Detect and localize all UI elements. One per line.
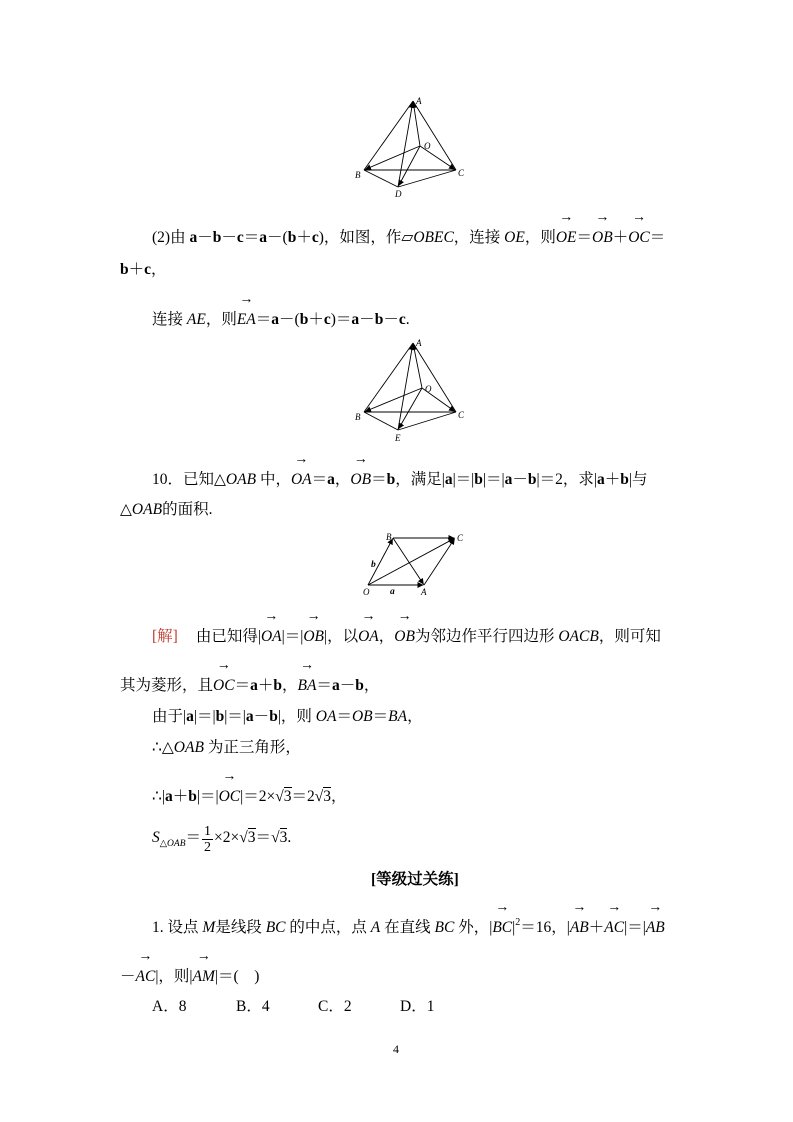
text-run: ＝ xyxy=(243,229,260,246)
fraction-numerator: 1 xyxy=(204,824,212,839)
vector-letter: a xyxy=(189,229,198,246)
text-run: |，以 xyxy=(324,628,359,645)
page-number: 4 xyxy=(393,1042,399,1056)
text-run: 其为菱形，且 xyxy=(120,677,214,694)
text-run: ，满足| xyxy=(395,471,445,488)
variable: A xyxy=(370,919,381,936)
text-run: )，如图，作▱ xyxy=(318,229,414,246)
vector-da xyxy=(398,102,413,187)
variable: OAB xyxy=(225,471,257,488)
label-point-o: O xyxy=(424,141,431,151)
text-run: |＝( ) xyxy=(214,968,260,985)
text-run: ，连接 xyxy=(453,229,505,246)
text-run: ＝ xyxy=(255,829,272,846)
text-run: |＝| xyxy=(193,708,216,725)
text-run: ＋ xyxy=(296,229,312,246)
text-run: ＝ xyxy=(311,471,328,488)
vector-notation: → OC xyxy=(219,787,241,807)
label-point-c: C xyxy=(457,533,464,543)
edge-bd xyxy=(364,170,398,187)
label-point-c: C xyxy=(458,410,465,420)
variable: OACB xyxy=(558,628,599,645)
vector-letter: a xyxy=(250,677,258,694)
text-run: |＝| xyxy=(482,471,505,488)
vector-ba xyxy=(393,538,424,585)
vector-notation: → OA xyxy=(291,470,312,490)
text-run: . xyxy=(287,829,292,846)
option-c: C．2 xyxy=(318,998,352,1015)
text-run: 10．已知△ xyxy=(152,471,226,488)
vector-letter: a xyxy=(327,471,335,488)
vector-ob xyxy=(365,388,422,412)
solution-line-5 xyxy=(152,787,347,807)
solution-line-2 xyxy=(120,676,379,696)
vector-notation: → BA xyxy=(297,676,316,696)
vector-notation: → OB xyxy=(350,470,371,490)
text-run: ， xyxy=(334,471,351,488)
text-run: － xyxy=(383,311,399,328)
vector-letter: c xyxy=(398,311,406,328)
vector-letter: a xyxy=(271,311,280,328)
text-run: |，则 xyxy=(277,708,316,725)
vector-letter: a xyxy=(245,708,254,725)
text-run: |＝| xyxy=(281,628,304,645)
vector-notation: → BC xyxy=(492,918,512,938)
vector-notation: → AB xyxy=(570,918,589,938)
text-run: |＝2，求| xyxy=(536,471,597,488)
label-point-o: O xyxy=(425,384,432,394)
text-run: 为邻边作平行四边形 xyxy=(414,628,559,645)
text-run: |＝| xyxy=(196,788,219,805)
variable: OE xyxy=(504,229,525,246)
label-point-o: O xyxy=(363,587,370,597)
text-run: ＝ xyxy=(185,829,202,846)
text-run: ，则 xyxy=(524,229,556,246)
vector-letter: b xyxy=(120,261,129,278)
label-point-a: A xyxy=(416,338,422,348)
label-point-c: C xyxy=(458,168,465,178)
label-point-a: A xyxy=(421,587,427,597)
vector-notation: → AC xyxy=(604,918,624,938)
variable: BC xyxy=(265,919,286,936)
text-run: － xyxy=(221,229,237,246)
text-run: － xyxy=(120,968,136,985)
vector-notation: → OB xyxy=(592,228,613,248)
vector-letter: b xyxy=(212,229,222,246)
text-run: 由于| xyxy=(152,708,187,725)
vector-notation: → AB xyxy=(646,918,665,938)
text-run: . xyxy=(405,311,410,328)
label-vector-a: a xyxy=(390,587,395,597)
vector-letter: a xyxy=(259,229,268,246)
text-run: － xyxy=(512,471,528,488)
exponent: 2 xyxy=(515,917,521,928)
text-run: |与 xyxy=(628,471,648,488)
variable: OAB xyxy=(173,739,204,756)
text-run: ＝16，| xyxy=(520,919,570,936)
text-run: ， xyxy=(378,628,395,645)
text-run: ， xyxy=(331,788,347,805)
text-run: 由已知得| xyxy=(195,628,261,645)
vector-letter: a xyxy=(164,788,173,805)
square-root xyxy=(275,787,291,807)
figure-tetrahedron-e xyxy=(350,334,470,446)
text-run: ＝ xyxy=(372,708,389,725)
option-d: D．1 xyxy=(400,998,435,1015)
vector-notation: → OC xyxy=(628,228,650,248)
vector-letter: c xyxy=(323,311,331,328)
variable: OAB xyxy=(131,501,163,518)
square-root xyxy=(239,828,255,848)
vector-notation: → OA xyxy=(261,627,282,647)
text-run: ∴△ xyxy=(152,739,174,756)
variable: OB xyxy=(351,708,373,725)
solution-tag: [解] xyxy=(152,628,178,645)
vector-letter: b xyxy=(188,788,197,805)
text-run: |＝| xyxy=(452,471,475,488)
vector-letter: b xyxy=(287,229,297,246)
vector-letter: b xyxy=(269,708,278,725)
variable: BC xyxy=(434,919,455,936)
text-run: (2)由 xyxy=(152,229,190,246)
edge-dc xyxy=(398,170,456,187)
vector-ac xyxy=(424,539,455,586)
part2-line-2 xyxy=(120,260,167,280)
vector-letter: a xyxy=(331,677,340,694)
text-run: ＋ xyxy=(257,677,274,694)
variable: OBEC xyxy=(413,229,454,246)
vector-notation: → EA xyxy=(237,310,256,330)
vector-letter: b xyxy=(374,311,384,328)
text-run: |＝| xyxy=(224,708,246,725)
figure-tetrahedron-d xyxy=(350,92,470,204)
vector-notation: → OB xyxy=(303,627,324,647)
figure-rhombus xyxy=(355,525,470,605)
vector-letter: a xyxy=(504,471,513,488)
radicand: 3 xyxy=(283,788,292,805)
vector-oa xyxy=(413,102,420,146)
problem10-line-1 xyxy=(152,470,648,490)
text-run: ＋ xyxy=(172,788,189,805)
option-b: B．4 xyxy=(236,998,270,1015)
variable: BA xyxy=(388,708,408,725)
text-run: ＝ xyxy=(649,229,666,246)
label-vector-b: b xyxy=(371,560,376,570)
vector-letter: b xyxy=(620,471,629,488)
vector-letter: b xyxy=(355,677,364,694)
text-run: 连接 xyxy=(152,311,187,328)
solution-line-1 xyxy=(152,627,661,647)
text-run: 中， xyxy=(256,471,291,488)
vector-letter: a xyxy=(351,311,360,328)
text-run: ＝ xyxy=(234,677,251,694)
vector-notation: → AC xyxy=(136,967,156,987)
label-point-b: B xyxy=(355,412,361,422)
option-a: A．8 xyxy=(152,998,187,1015)
text-run: ＝ xyxy=(371,471,387,488)
text-run: |，则| xyxy=(155,968,193,985)
vector-letter: a xyxy=(597,471,605,488)
text-run: ＋ xyxy=(128,261,145,278)
text-run: － xyxy=(253,708,270,725)
vector-notation: → OB xyxy=(394,627,415,647)
text-run: － xyxy=(197,229,213,246)
vector-letter: c xyxy=(144,261,152,278)
variable: AE xyxy=(186,311,206,328)
label-point-b: B xyxy=(355,170,361,180)
text-run: ＋ xyxy=(588,919,605,936)
text-run: ＋ xyxy=(612,229,629,246)
vector-notation: → OC xyxy=(213,676,235,696)
text-run: ×2× xyxy=(214,829,240,846)
text-run: －( xyxy=(267,229,288,246)
edge-ac xyxy=(413,101,456,170)
text-run: － xyxy=(359,311,375,328)
square-root xyxy=(315,787,331,807)
solution-line-3 xyxy=(152,707,423,727)
exercise1-line-2 xyxy=(120,967,259,987)
label-point-d: D xyxy=(395,189,402,199)
vector-notation: → OE xyxy=(556,228,577,248)
vector-letter: b xyxy=(386,471,396,488)
text-run: ， xyxy=(363,677,380,694)
variable: M xyxy=(202,919,216,936)
part2-line-1 xyxy=(152,228,665,248)
text-run: 的中点，点 xyxy=(285,919,371,936)
text-run: ＋ xyxy=(308,311,324,328)
text-run: ＋ xyxy=(604,471,621,488)
text-run: |＝| xyxy=(624,919,646,936)
vector-letter: b xyxy=(215,708,225,725)
label-point-b: B xyxy=(386,532,392,542)
vector-oc xyxy=(368,538,455,585)
text-run: 在直线 xyxy=(380,919,435,936)
text-run: ＝2 xyxy=(291,788,315,805)
problem10-line-2 xyxy=(120,500,212,520)
text-run: △ xyxy=(120,501,132,518)
text-run: 外，| xyxy=(454,919,493,936)
area-symbol: S xyxy=(152,829,160,846)
area-subscript: △OAB xyxy=(159,839,186,849)
label-point-a: A xyxy=(416,96,422,106)
section-heading xyxy=(371,870,459,890)
text-run: 的面积. xyxy=(162,501,213,518)
vector-letter: b xyxy=(299,311,309,328)
text-run: ， xyxy=(407,708,423,725)
solution-line-6 xyxy=(152,824,292,862)
text-run: )＝ xyxy=(330,311,352,328)
vector-letter: c xyxy=(311,229,319,246)
vector-letter: b xyxy=(474,471,483,488)
text-run: ∴| xyxy=(152,788,165,805)
radicand: 3 xyxy=(247,829,256,846)
edge-be xyxy=(364,412,398,430)
vector-letter: b xyxy=(527,471,537,488)
vector-letter: c xyxy=(236,229,244,246)
text-run: －( xyxy=(279,311,300,328)
text-run: ＝ xyxy=(316,677,332,694)
text-run: ， xyxy=(151,261,167,278)
text-run: ＝ xyxy=(255,311,272,328)
text-run: ，则 xyxy=(205,311,237,328)
vector-letter: a xyxy=(186,708,194,725)
square-root xyxy=(271,828,287,848)
vector-letter: a xyxy=(444,471,453,488)
label-point-e: E xyxy=(395,433,401,443)
text-run: － xyxy=(339,677,356,694)
text-run: 1. 设点 xyxy=(152,919,203,936)
text-run: ＝ xyxy=(576,229,593,246)
text-run: |＝2× xyxy=(240,788,276,805)
part2-line-3 xyxy=(152,310,410,330)
radicand: 3 xyxy=(279,829,288,846)
variable: OA xyxy=(315,708,337,725)
vector-notation: → AM xyxy=(193,967,215,987)
text-run: 是线段 xyxy=(215,919,266,936)
fraction-denominator: 2 xyxy=(204,840,212,855)
text-run: 为正三角形， xyxy=(203,739,301,756)
solution-line-4 xyxy=(152,738,301,758)
text-run: ， xyxy=(281,677,298,694)
exercise1-line-1 xyxy=(152,918,665,940)
text-run: ，则可知 xyxy=(598,628,661,645)
radicand: 3 xyxy=(323,788,332,805)
text-run: ＝ xyxy=(336,708,352,725)
fraction xyxy=(202,824,213,855)
section-heading-text: [等级过关练] xyxy=(371,871,459,888)
vector-letter: b xyxy=(273,677,282,694)
vector-notation: → OA xyxy=(358,627,379,647)
text-run: | xyxy=(512,919,516,936)
